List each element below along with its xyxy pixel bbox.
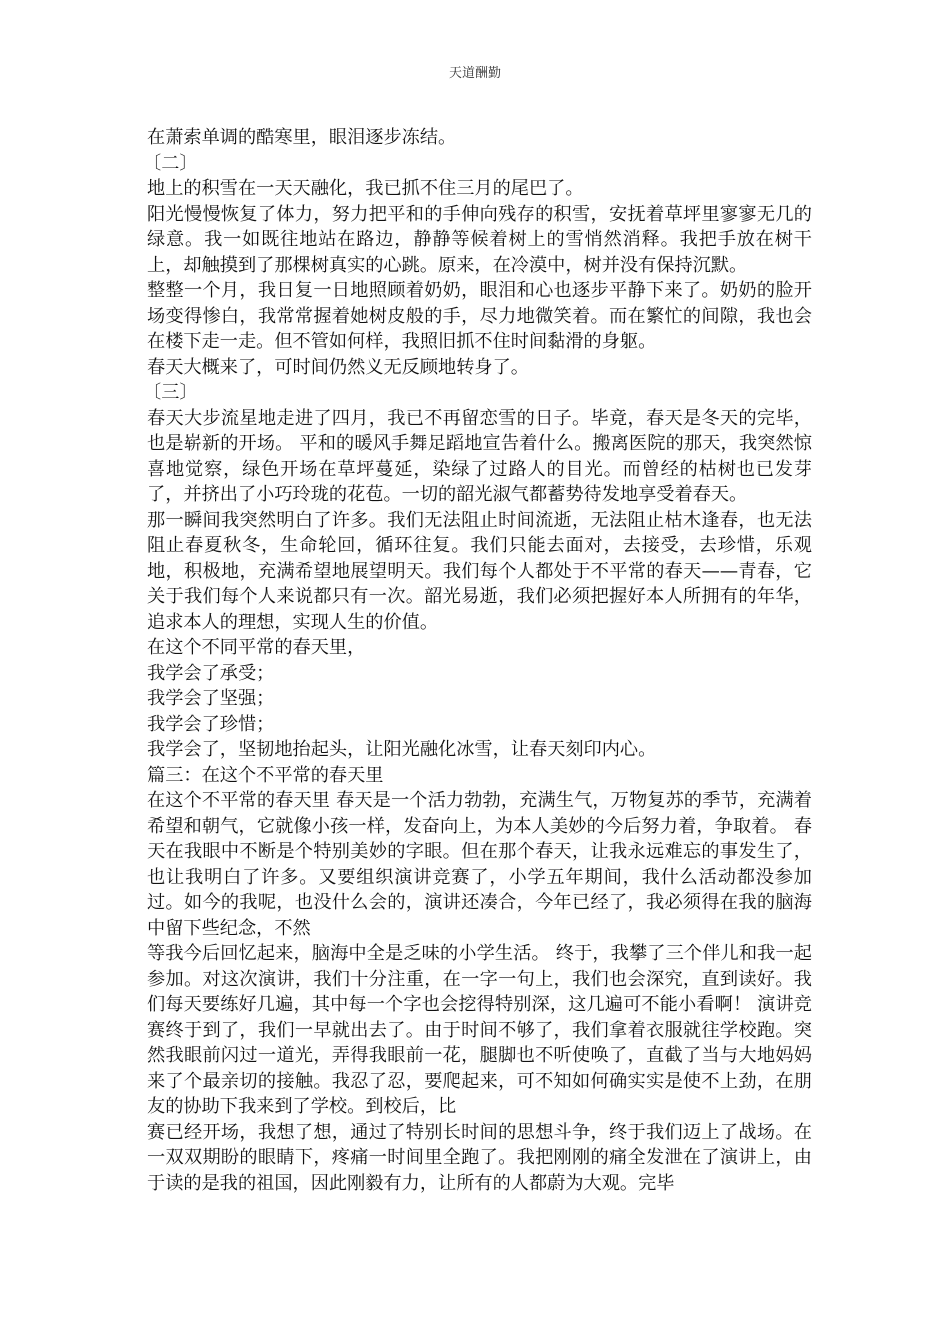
paragraph: 在萧索单调的酷寒里，眼泪逐步冻结。 bbox=[147, 127, 457, 148]
paragraph: 我学会了坚强； bbox=[147, 688, 275, 709]
paragraph: 那一瞬间我突然明白了许多。我们无法阻止时间流逝，无法阻止枯木逢春，也无法阻止春夏秋冬，生命轮回，循环往复。我们只能去面对，去接受，去珍惜，乐观地，积极地，充满希望地展望明天。我们每个人都处于不平常的春天——青春，它关于我们每个人来说都只有一次。韶光易逝，我们必须把握好本人所拥有的年华，追求本人的理想，实现人生的价值。 bbox=[147, 509, 812, 633]
paragraph: 在这个不同平常的春天里， bbox=[147, 637, 366, 658]
paragraph: 春天大步流星地走进了四月，我已不再留恋雪的日子。毕竟，春天是冬天的完毕，也是崭新的开场。 平和的暖风手舞足蹈地宣告着什么。搬离医院的那天，我突然惊喜地觉察，绿色开场在草坪蔓延，染绿了过路人的目光。而曾经的枯树也已发芽了，并挤出了小巧玲珑的花苞。一切的韶光淑气都蓄势待发地享受着春天。 bbox=[147, 407, 812, 505]
paragraph: 我学会了珍惜； bbox=[147, 713, 275, 735]
paragraph: 地上的积雪在一天天融化，我已抓不住三月的尾巴了。 bbox=[147, 178, 584, 199]
paragraph: 整整一个月，我日复一日地照顾着奶奶，眼泪和心也逐步平静下来了。奶奶的脸开场变得惨白，我常常握着她树皮般的手，尽力地微笑着。而在繁忙的间隙，我也会在楼下走一走。但不管如何样，我照旧抓不住时间黏滑的身躯。 bbox=[147, 280, 812, 352]
paragraph: 在这个不平常的春天里 春天是一个活力勃勃，充满生气，万物复苏的季节，充满着希望和朝气，它就像小孩一样，发奋向上，为本人美妙的今后努力着，争取着。 春天在我眼中不断是个特别美妙的字眼。但在那个春天，让我永远难忘的事发生了，也让我明白了许多。又要组织演讲竞赛了，小学五年期间，我什么活动都没参加过。如今的我呢，也没什么会的，演讲还凑合，今年已经了，我必须得在我的脑海中留下些纪念，不然 bbox=[147, 790, 812, 939]
document-body bbox=[143, 125, 812, 1196]
page-header: 天道酬勤 bbox=[448, 66, 501, 81]
paragraph: 我学会了，坚韧地抬起头，让阳光融化冰雪，让春天刻印内心。 bbox=[147, 739, 657, 760]
paragraph: 赛已经开场，我想了想，通过了特别长时间的思想斗争，终于我们迈上了战场。在一双双期盼的眼睛下，疼痛一时间里全跑了。我把刚刚的痛全发泄在了演讲上，由于读的是我的祖国，因此刚毅有力，让所有的人都蔚为大观。完毕 bbox=[147, 1121, 812, 1194]
paragraph: 等我今后回忆起来，脑海中全是乏味的小学生活。 终于，我攀了三个伴儿和我一起参加。对这次演讲，我们十分注重，在一字一句上，我们也会深究，直到读好。我们每天要练好几遍，其中每一个字也会挖得特别深，这几遍可不能小看啊！ 演讲竞赛终于到了，我们一早就出去了。由于时间不够了，我们拿着衣服就往学校跑。突然我眼前闪过一道光，弄得我眼前一花，腿脚也不听使唤了，直截了当与大地妈妈来了个最亲切的接触。我忍了忍，要爬起来，可不知如何确实实是使不上劲，在朋友的协助下我来到了学校。到校后，比 bbox=[147, 943, 812, 1117]
article-title: 篇三：在这个不平常的春天里 bbox=[147, 764, 384, 786]
paragraph: 我学会了承受； bbox=[147, 662, 275, 684]
paragraph: 春天大概来了，可时间仍然义无反顾地转身了。 bbox=[147, 356, 529, 378]
section-heading: 〔二〕 bbox=[143, 152, 198, 174]
paragraph: 阳光慢慢恢复了体力，努力把平和的手伸向残存的积雪，安抚着草坪里寥寥无几的绿意。我一如既往地站在路边，静静等候着树上的雪悄然消释。我把手放在树干上，却触摸到了那棵树真实的心跳。原来，在冷漠中，树并没有保持沉默。 bbox=[147, 203, 812, 276]
section-heading: 〔三〕 bbox=[143, 382, 198, 403]
